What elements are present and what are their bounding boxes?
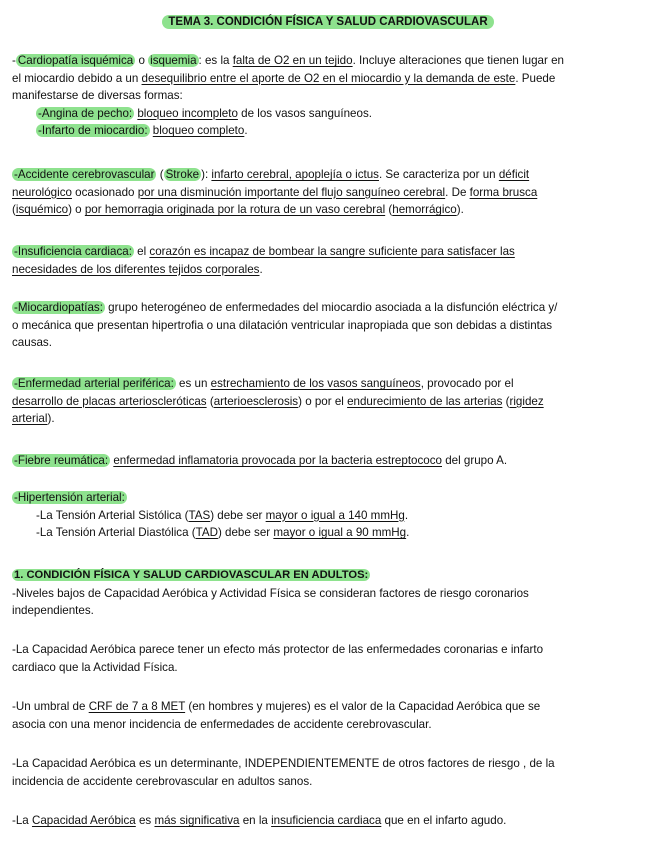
underlined-text: desarrollo de placas arterioscleróticas	[12, 394, 207, 408]
underlined-text: enfermedad inflamatoria provocada por la bacteria estreptococo	[113, 454, 442, 467]
page-title: TEMA 3. CONDICIÓN FÍSICA Y SALUD CARDIOVASCULAR	[162, 15, 493, 29]
text-span: (	[502, 394, 510, 408]
underlined-text: por hemorragia originada por la rotura de un vaso cerebral	[84, 203, 386, 216]
underlined-text: insuficiencia cardiaca	[271, 814, 382, 827]
text-span: (	[385, 203, 393, 216]
underlined-text: bloqueo completo	[152, 124, 245, 137]
underlined-text: rigidez	[509, 394, 544, 408]
underlined-text: arterioesclerosis	[213, 394, 299, 408]
text-span: ) debe ser	[210, 508, 266, 522]
text-span: : es la	[198, 54, 233, 67]
underlined-text: forma brusca	[469, 185, 538, 199]
miocardiopatias-paragraph	[12, 299, 646, 352]
text-line	[12, 452, 646, 470]
text-span: . Puede	[515, 71, 556, 85]
text-span: -La Tensión Arterial Sistólica (	[36, 508, 189, 522]
underlined-text: más significativa	[154, 814, 240, 827]
underlined-text: desequilibrio entre el aporte de O2 en el miocardio y la demanda de este	[141, 71, 516, 85]
text-span: ) o por el	[298, 394, 348, 408]
text-span: . Se caracteriza por un	[378, 168, 499, 181]
underlined-text: arterial	[12, 412, 48, 425]
text-line: independientes.	[12, 604, 94, 617]
highlighted-term: -Enfermedad arterial periférica:	[14, 377, 174, 390]
fiebre-paragraph	[12, 452, 646, 470]
text-span: ocasionado	[71, 185, 138, 199]
text-span: del grupo A.	[442, 454, 508, 467]
text-line	[12, 243, 646, 261]
text-span: ) debe ser	[217, 526, 274, 539]
text-line	[12, 393, 646, 411]
text-span: (	[12, 203, 16, 216]
underlined-text: isquémico	[15, 203, 69, 216]
text-line	[12, 375, 646, 393]
underlined-text: bloqueo incompleto	[137, 106, 238, 120]
text-span: (	[156, 168, 164, 181]
text-line	[12, 70, 646, 88]
underlined-text: estrechamiento de los vasos sanguíneos	[210, 377, 421, 390]
list-item-angina	[12, 105, 646, 123]
highlighted-term: isquemia	[150, 54, 197, 67]
text-line	[12, 698, 646, 716]
section-1-paragraph-2	[12, 641, 646, 676]
text-span: . De	[445, 185, 470, 199]
underlined-text: hemorrágico	[392, 203, 457, 216]
text-span: .	[404, 508, 409, 522]
highlighted-term: -Accidente cerebrovascular	[14, 168, 155, 181]
section-1-paragraph-3	[12, 698, 646, 733]
text-line: manifestarse de diversas formas:	[12, 89, 183, 102]
text-span: ).	[456, 203, 464, 216]
list-item-infarto	[12, 122, 646, 140]
underlined-text: infarto cerebral, apoplejía o ictus	[211, 168, 379, 181]
hipertension-paragraph	[12, 489, 646, 542]
section-1-paragraph-4	[12, 755, 646, 790]
text-line: -La Capacidad Aeróbica es un determinante, INDEPENDIENTEMENTE de otros factores de riesgo , de la	[12, 757, 555, 770]
text-span: que en el infarto agudo.	[381, 814, 507, 827]
text-line	[12, 201, 646, 219]
text-span: el	[133, 245, 150, 258]
text-span: en la	[239, 814, 272, 827]
section-1	[12, 566, 646, 620]
text-span: (en hombres y mujeres) es el valor de la Capacidad Aeróbica que se	[185, 700, 541, 713]
highlighted-term: -Miocardiopatías:	[14, 301, 103, 314]
underlined-text: TAD	[195, 526, 218, 539]
text-line: incidencia de accidente cerebrovascular en adultos sanos.	[12, 774, 313, 788]
highlighted-term: -Infarto de miocardio:	[38, 124, 148, 137]
text-line: cardiaco que la Actividad Física.	[12, 660, 178, 674]
text-line: - Cardiopatía isquémica o isquemia : es la falta de O2 en un tejido. Incluye alteraciones que tienen lugar en	[12, 54, 564, 67]
text-span: es	[135, 814, 155, 827]
text-line	[12, 299, 646, 317]
list-item-tad	[12, 524, 646, 542]
section-1-paragraph-5	[12, 812, 646, 830]
text-line	[12, 261, 646, 279]
text-span: (	[206, 394, 214, 408]
underlined-text: por una disminución importante del flujo sanguíneo cerebral	[137, 185, 446, 199]
text-span: es un	[175, 377, 211, 390]
section-heading: 1. CONDICIÓN FÍSICA Y SALUD CARDIOVASCULAR EN ADULTOS:	[14, 569, 369, 581]
text-line	[12, 812, 646, 830]
text-span: .	[244, 124, 248, 137]
text-span: -La	[12, 814, 32, 827]
underlined-text: déficit	[498, 168, 530, 181]
text-span: -La Tensión Arterial Diastólica (	[36, 526, 196, 539]
underlined-text: mayor o igual a 140 mmHg	[265, 508, 405, 522]
highlighted-term: -Hipertensión arterial:	[14, 491, 125, 504]
cardiopatia-paragraph	[12, 52, 646, 140]
highlighted-term: -Fiebre reumática:	[14, 454, 109, 467]
text-span: .	[406, 526, 410, 539]
list-item-tas	[12, 507, 646, 525]
underlined-text: falta de O2 en un tejido	[232, 54, 353, 67]
highlighted-term: -Angina de pecho:	[38, 106, 133, 120]
accidente-paragraph	[12, 166, 646, 219]
arterial-paragraph	[12, 375, 646, 428]
text-span: grupo heterogéneo de enfermedades del miocardio asociada a la disfunción eléctrica y/	[104, 301, 558, 314]
text-span: -Un umbral de	[12, 700, 89, 713]
highlighted-term: Cardiopatía isquémica	[17, 54, 134, 67]
underlined-text: corazón es incapaz de bombear la sangre suficiente para satisfacer las	[149, 245, 515, 258]
text-span: , provocado por el	[420, 377, 514, 390]
text-span: ):	[201, 168, 212, 181]
text-span: ) o	[68, 203, 85, 216]
underlined-text: TAS	[188, 508, 211, 522]
underlined-text: CRF de 7 a 8 MET	[88, 700, 186, 713]
underlined-text: Capacidad Aeróbica	[31, 814, 136, 827]
section-heading-row	[12, 566, 646, 585]
text-line: asocia con una menor incidencia de enfermedades de accidente cerebrovascular.	[12, 717, 432, 731]
text-line: -La Capacidad Aeróbica parece tener un efecto más protector de las enfermedades coronarias e infarto	[12, 643, 544, 656]
text-line: o mecánica que presentan hipertrofia o una dilatación ventricular inapropiada que son debidas a distintas	[12, 318, 553, 332]
text-span: de los vasos sanguíneos.	[237, 106, 372, 120]
underlined-text: endurecimiento de las arterias	[347, 394, 503, 408]
underlined-text: mayor o igual a 90 mmHg	[273, 526, 407, 539]
text-line: causas.	[12, 336, 52, 349]
text-line: -Niveles bajos de Capacidad Aeróbica y Actividad Física se consideran factores de riesgo coronarios	[12, 586, 529, 600]
text-line	[12, 184, 646, 202]
text-line	[12, 166, 646, 184]
text-span: ).	[47, 412, 55, 425]
text-span: o	[135, 54, 149, 67]
underlined-text: necesidades de los diferentes tejidos corporales	[12, 262, 260, 276]
text-line	[12, 489, 646, 507]
text-span: .	[259, 262, 263, 276]
text-span: . Incluye alteraciones que tienen lugar en	[352, 54, 564, 67]
insuficiencia-paragraph	[12, 243, 646, 278]
text-span: el miocardio debido a un	[12, 71, 142, 85]
underlined-text: neurológico	[12, 185, 72, 199]
text-line	[12, 410, 646, 428]
title-row	[0, 13, 656, 32]
highlighted-term: -Insuficiencia cardiaca:	[14, 245, 132, 258]
highlighted-term: Stroke	[165, 168, 200, 181]
